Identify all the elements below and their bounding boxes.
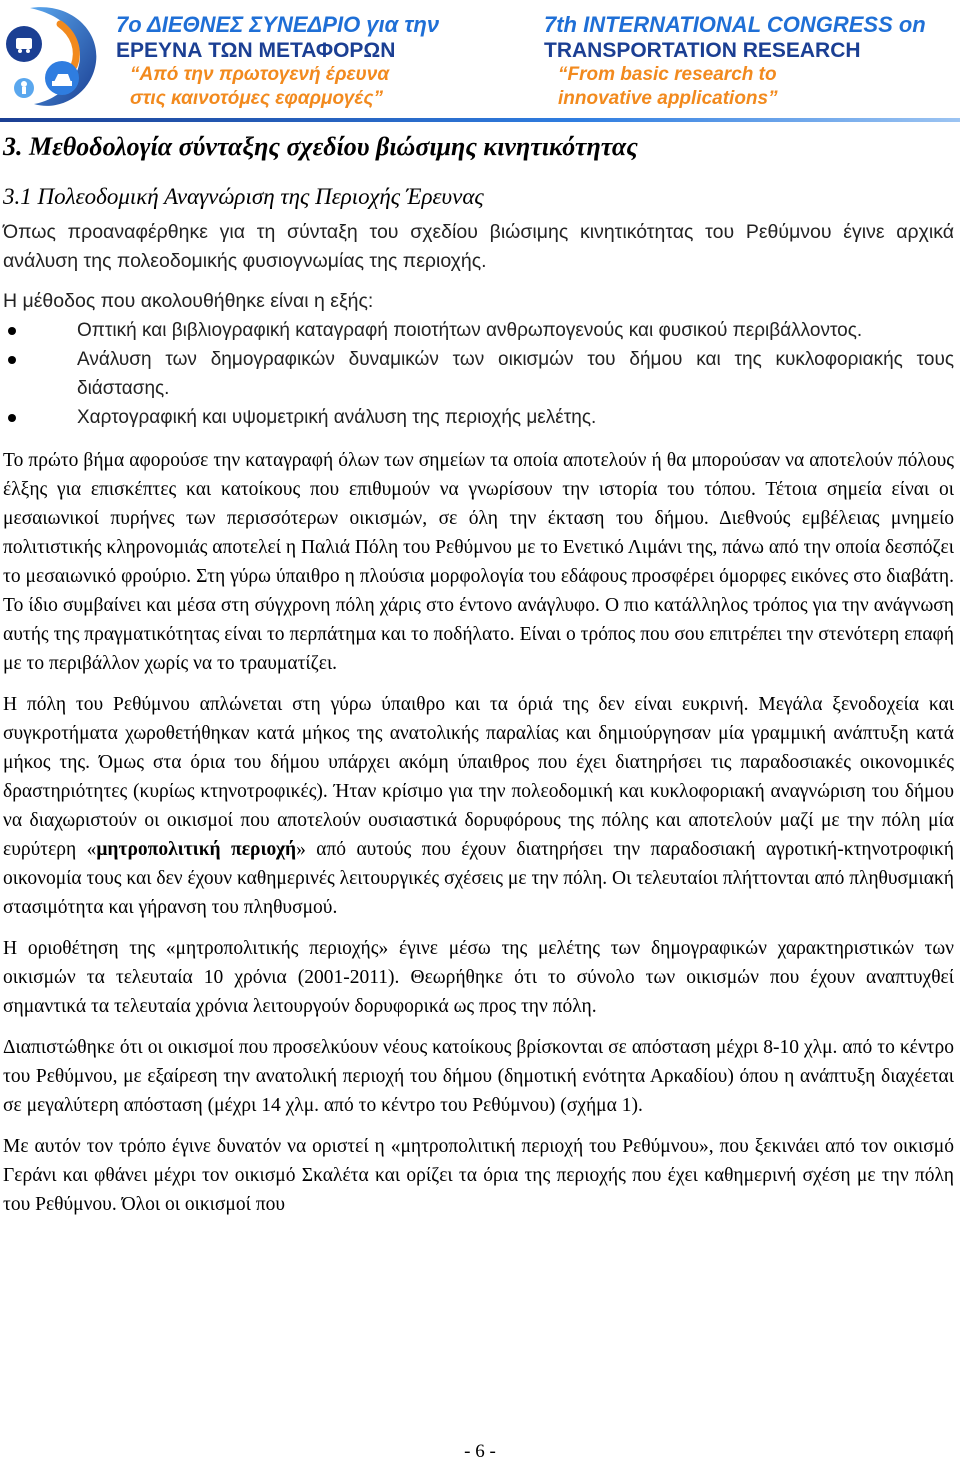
list-item: Ανάλυση των δημογραφικών δυναμικών των οικισμών του δήμου και της κυκλοφοριακής τους διάστασης. (3, 345, 954, 403)
list-item: Χαρτογραφική και υψομετρική ανάλυση της περιοχής μελέτης. (3, 403, 954, 432)
document-body (3, 126, 954, 1219)
method-intro: Η μέθοδος που ακολουθήθηκε είναι η εξής: (3, 290, 374, 312)
paragraph-5: Με αυτόν τον τρόπο έγινε δυνατόν να οριστεί η «μητροπολιτική περιοχή του Ρεθύμνου», που ξεκινάει από τον οικισμό Γεράνι και φθάνει μέχρι τον οικισμό Σκαλέτα και ορίζει τα όρια της περιοχής που έχει καθημερινή σχέση με την πόλη του Ρεθύμνου. Όλοι οι οικισμοί που (3, 1136, 954, 1215)
page-number: - 6 - (464, 1441, 496, 1462)
banner-english-line3: “From basic research to (558, 63, 777, 85)
section-title: 3. Μεθοδολογία σύνταξης σχεδίου βιώσιμης κινητικότητας (3, 132, 638, 161)
transport-logo-icon (0, 4, 104, 112)
banner-english-line1: 7th INTERNATIONAL CONGRESS on (544, 11, 926, 37)
banner-greek-line1: 7ο ΔΙΕΘΝΕΣ ΣΥΝΕΔΡΙΟ για την (116, 11, 440, 37)
conference-logo (0, 0, 108, 122)
subsection-title: 3.1 Πολεοδομική Αναγνώριση της Περιοχής Έρευνας (3, 184, 484, 209)
banner-english (536, 0, 954, 122)
paragraph-2-end: » από αυτούς που έχουν διατηρήσει την παραδοσιακή αγροτική-κτηνοτροφική οικονομία τους και δεν έχουν καθημερινές λειτουργικές σχέσεις με την πόλη. Οι τελευταίοι πλήττονται από πληθυσμιακή στασιμότητα και γήρανση του πληθυσμού. (3, 839, 955, 918)
metropolitan-area-term: μητροπολιτική περιοχή (96, 839, 297, 860)
intro-paragraph: Όπως προαναφέρθηκε για τη σύνταξη του σχεδίου βιώσιμης κινητικότητας του Ρεθύμνου έγινε αρχικά ανάλυση της πολεοδομικής φυσιογνωμίας της περιοχής. (3, 221, 954, 272)
banner-divider (0, 118, 960, 122)
banner-greek-line4: στις καινοτόμες εφαρμογές” (130, 87, 384, 109)
banner-greek (108, 0, 536, 122)
paragraph-2 (3, 690, 954, 922)
list-item: Οπτική και βιβλιογραφική καταγραφή ποιοτήτων ανθρωπογενούς και φυσικού περιβάλλοντος. (3, 316, 954, 345)
paragraph-3: Η οριοθέτηση της «μητροπολιτικής περιοχής» έγινε μέσω της μελέτης των δημογραφικών χαρακτηριστικών των οικισμών τα τελευταία 10 χρόνια (2001-2011). Θεωρήθηκε ότι το σύνολο των οικισμών που έχουν αναπτυχθεί σημαντικά τα τελευταία χρόνια λειτουργούν δορυφορικά ως προς την πόλη. (3, 938, 954, 1017)
banner-greek-line3: “Από την πρωτογενή έρευνα (130, 63, 390, 85)
paragraph-1: Το πρώτο βήμα αφορούσε την καταγραφή όλων των σημείων τα οποία αποτελούν ή θα μπορούσαν να αποτελούν πόλους έλξης για επισκέπτες και κατοίκους που επιθυμούν να γνωρίσουν την ιστορία του τόπου. Τέτοια σημεία είναι οι μεσαιωνικοί πυρήνες των περισσότερων οικισμών, σε όλη την έκταση του δήμου. Διεθνούς εμβέλειας μνημείο πολιτιστικής κληρονομιάς αποτελεί η Παλιά Πόλη του Ρεθύμνου με το Ενετικό Λιμάνι της, πάνω από την οποία δεσπόζει το μεσαιωνικό φρούριο. Στη γύρω ύπαιθρο η πλούσια μορφολογία του εδάφους προσφέρει όμορφες εικόνες στο διαβάτη. Το ίδιο συμβαίνει και μέσα στη σύγχρονη πόλη χάρις στο έντονο ανάγλυφο. Ο πιο κατάλληλος τρόπος για την ανάγνωση αυτής της πραγματικότητας είναι το περπάτημα και το ποδήλατο. Είναι ο τρόπος που σου επιτρέπει την στενότερη επαφή με το περιβάλλον χωρίς να το τραυματίζει. (3, 450, 954, 674)
conference-banner (0, 0, 960, 122)
paragraph-4: Διαπιστώθηκε ότι οι οικισμοί που προσελκύουν νέους κατοίκους βρίσκονται σε απόσταση μέχρι 8-10 χλμ. από το κέντρο του Ρεθύμνου, με εξαίρεση την ανατολική περιοχή του δήμου (δημοτική ενότητα Αρκαδίου) όπου η ανάπτυξη διαχέεται σε μεγαλύτερη απόσταση (μέχρι 14 χλμ. από το κέντρο του Ρεθύμνου) (σχήμα 1). (3, 1037, 954, 1116)
method-list (3, 316, 954, 432)
banner-greek-line2: ΕΡΕΥΝΑ ΤΩΝ ΜΕΤΑΦΟΡΩΝ (116, 38, 396, 62)
banner-english-line2: TRANSPORTATION RESEARCH (544, 38, 861, 62)
banner-english-line4: innovative applications” (558, 87, 778, 109)
paragraph-2-start: Η πόλη του Ρεθύμνου απλώνεται στη γύρω ύπαιθρο και τα όριά της δεν είναι ευκρινή. Μεγάλα ξενοδοχεία και συγκροτήματα χωροθετήθηκαν κατά μήκος της ανατολικής παραλίας και δημιούργησαν μία γραμμική ανάπτυξη κατά μήκος της. Όμως στα όρια του δήμου υπάρχει ακόμη ύπαιθρος που έχει διατηρήσει τις παραδοσιακές οικονομικές δραστηριότητες (κυρίως κτηνοτροφικές). Ήταν κρίσιμο για την πολεοδομική και κυκλοφοριακή αναγνώριση του δήμου να διαχωριστούν οι οικισμοί που αποτελούν ουσιαστικά δορυφόρους της πόλης και αποτελούν μαζί με την πόλη μία ευρύτερη « (3, 694, 954, 860)
